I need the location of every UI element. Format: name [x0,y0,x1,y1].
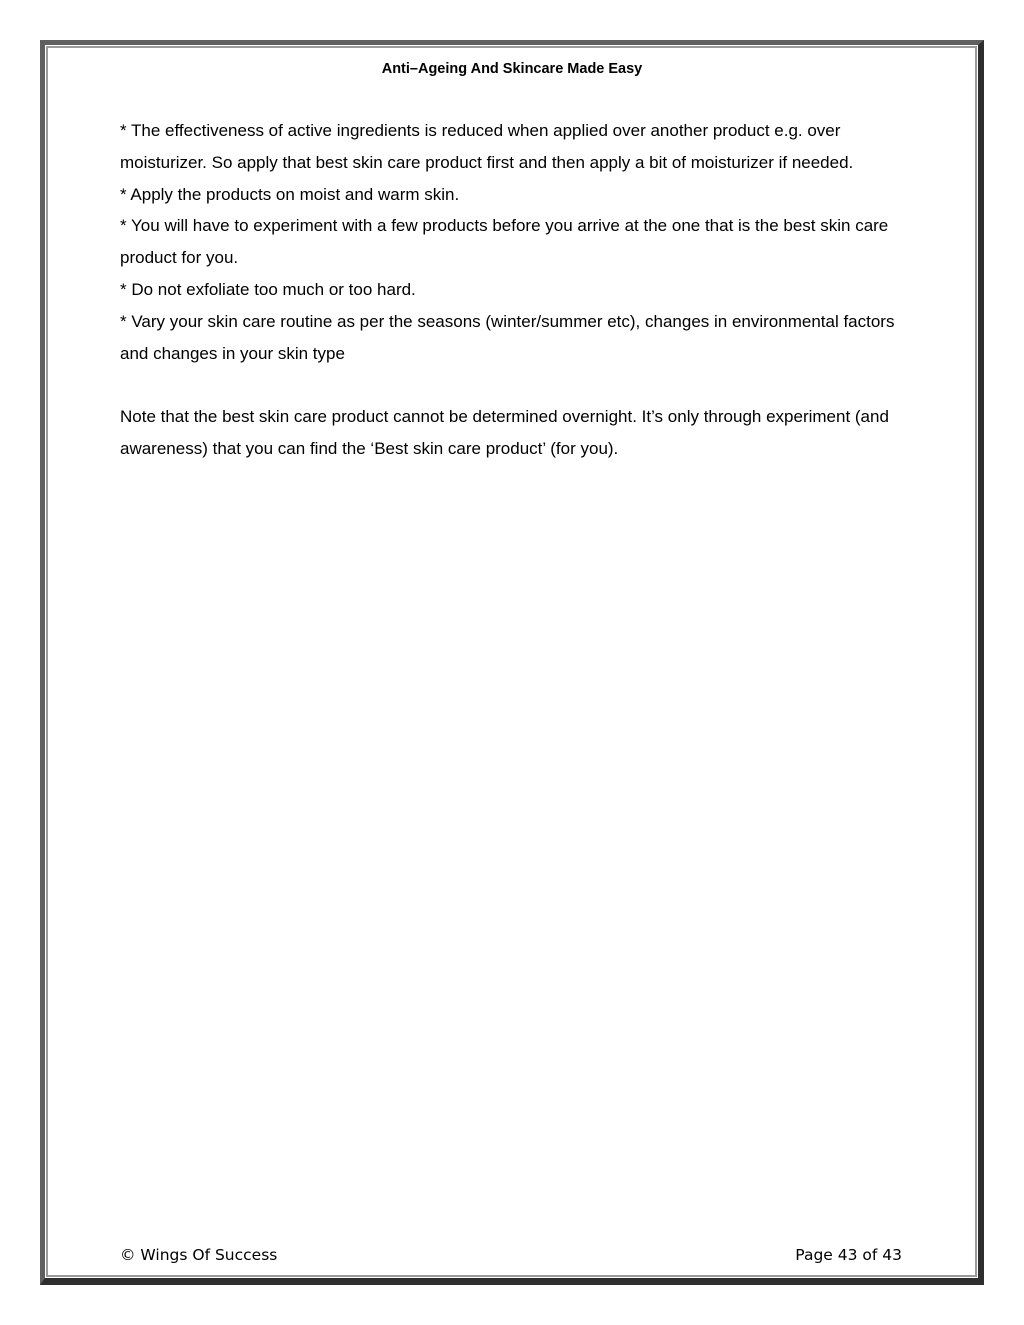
footer-page-number: Page 43 of 43 [795,1246,902,1264]
footer-copyright: © Wings Of Success [120,1246,278,1264]
running-header-title: Anti–Ageing And Skincare Made Easy [381,61,643,77]
page-body [120,115,920,465]
bullet-item: * You will have to experiment with a few products before you arrive at the one that is the best skin care product for you. [120,216,889,268]
paragraph-spacer [120,369,920,401]
bullet-item: * Apply the products on moist and warm skin. [120,184,460,204]
bullet-item: * The effectiveness of active ingredients is reduced when applied over another product e.g. over moisturizer. So apply that best skin care product first and then apply a bit of moisturizer if needed. [120,121,854,172]
bullet-item: * Do not exfoliate too much or too hard. [120,279,416,299]
bullet-item: * Vary your skin care routine as per the seasons (winter/summer etc), changes in environmental factors and changes in your skin type [120,311,895,363]
note-paragraph: Note that the best skin care product cannot be determined overnight. It’s only through experiment (and awareness) that you can find the ‘Best skin care product’ (for you). [120,407,889,458]
